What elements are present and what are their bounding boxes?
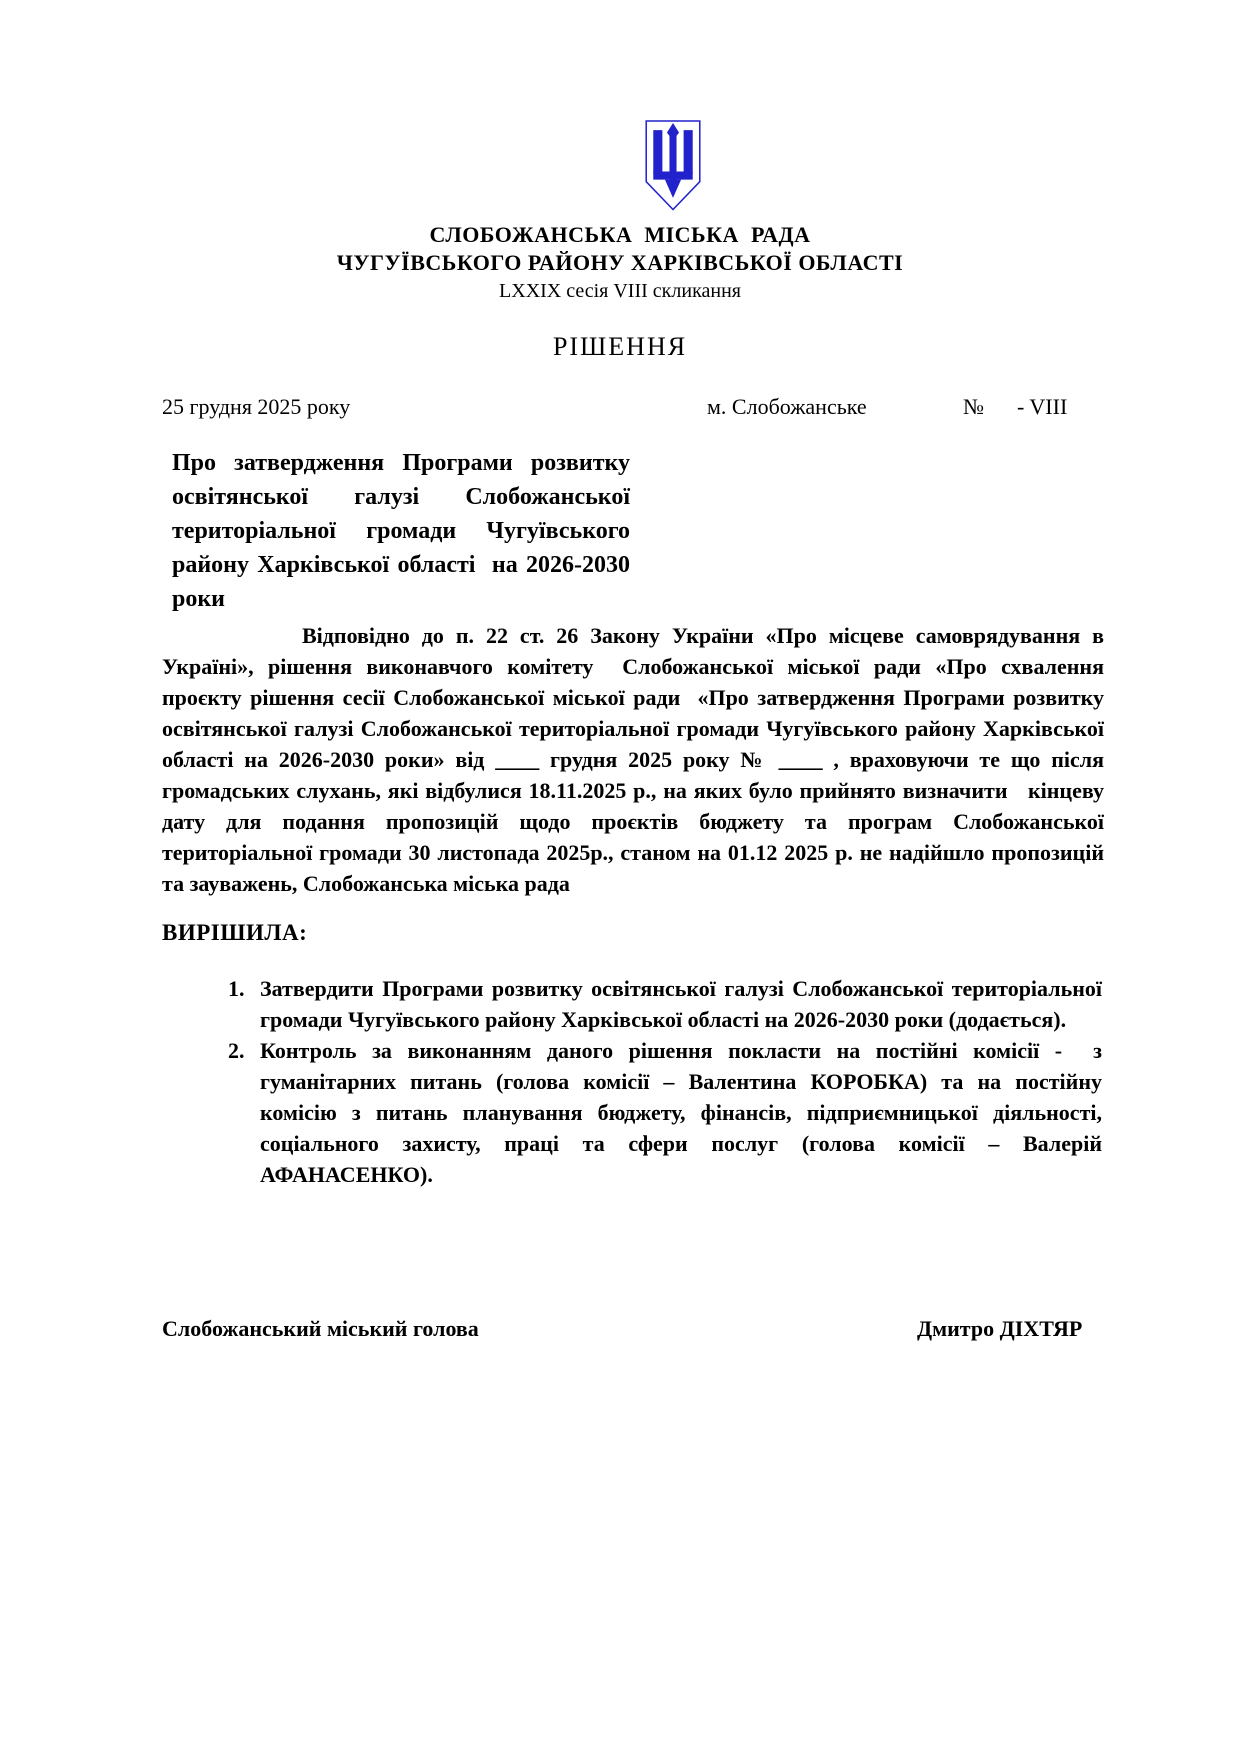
document-date: 25 грудня 2025 року: [162, 394, 351, 419]
signature-name: Дмитро ДІХТЯР: [917, 1316, 1083, 1341]
document-number: № - VIII: [963, 394, 1068, 419]
item-text: Контроль за виконанням даного рішення покласти на постійні комісії - з гуманітарних питань (голова комісії – Валентина КОРОБКА) та на постійну комісію з питань планування бюджету, фінансів, підприємницької діяльності, соціального захисту, праці та сфери послуг (голова комісії – Валерій АФАНАСЕНКО).: [260, 1038, 1108, 1187]
preamble-paragraph: Відповідно до п. 22 ст. 26 Закону України «Про місцеве самоврядування в Україні», рішення виконавчого комітету Слобожанської міської ради «Про схвалення проєкту рішення сесії Слобожанської міської ради «Про затвердження Програми розвитку освітянської галузі Слобожанської територіальної громади Чугуївського району Харківської області на 2026-2030 роки» від ____ грудня 2025 року № ____ , враховуючи те що після громадських слухань, які відбулися 18.11.2025 р., на яких було прийнято визначити кінцеву дату для подання пропозицій щодо проєктів бюджету та програм Слобожанської територіальної громади 30 листопада 2025р., станом на 01.12 2025 р. не надійшло пропозицій та зауважень, Слобожанська міська рада: [162, 623, 1115, 896]
decision-list: [228, 973, 1108, 1190]
item-number: 1.: [228, 976, 245, 1001]
district-region-line: ЧУГУЇВСЬКОГО РАЙОНУ ХАРКІВСЬКОЇ ОБЛАСТІ: [336, 250, 904, 275]
signature-row: [162, 1316, 1106, 1346]
signature-title: Слобожанський міський голова: [162, 1316, 479, 1341]
subject-block: Про затвердження Програми розвитку освітянської галузі Слобожанської територіальної громади Чугуївського району Харківської області на 2026-2030 роки: [172, 450, 636, 612]
item-number: 2.: [228, 1038, 245, 1063]
meta-row: [162, 394, 1106, 422]
document-header: [148, 221, 1092, 305]
document-type-title: РІШЕННЯ: [552, 332, 688, 361]
item-text: Затвердити Програми розвитку освітянської галузі Слобожанської територіальної громади Чугуївського району Харківської області на 2026-2030 роки (додається).: [260, 976, 1108, 1032]
list-item: [228, 973, 1108, 1035]
list-item: [228, 1035, 1108, 1190]
national-emblem-icon: [644, 120, 702, 212]
session-line: LXXIX сесія VIII скликання: [499, 280, 741, 302]
document-place: м. Слобожанське: [707, 394, 867, 419]
council-name: СЛОБОЖАНСЬКА МІСЬКА РАДА: [429, 222, 811, 247]
resolved-label: ВИРІШИЛА:: [162, 920, 308, 945]
